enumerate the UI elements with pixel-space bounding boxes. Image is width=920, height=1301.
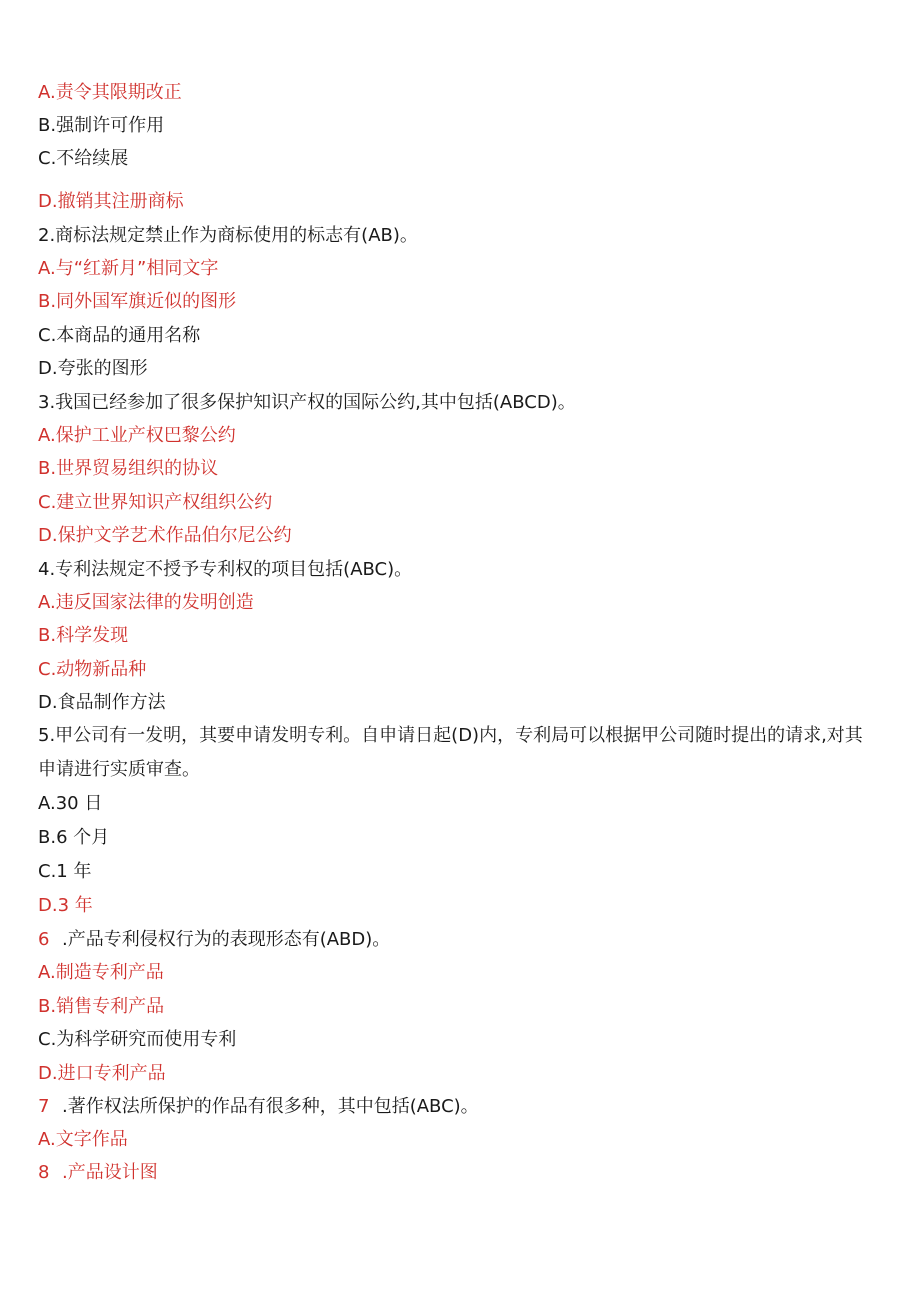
option-a-q1: A.责令其限期改正 <box>38 82 182 103</box>
option-b-q4: B.科学发现 <box>38 625 129 646</box>
option-c-q1: C.不给续展 <box>38 148 129 169</box>
option-b-q5: B.6 个月 <box>38 827 110 848</box>
question-6 <box>38 928 390 952</box>
option-a-q2: A.与“红新月”相同文字 <box>38 258 219 279</box>
question-8-number: 8 <box>38 1162 50 1183</box>
option-a-q3: A.保护工业产权巴黎公约 <box>38 425 236 446</box>
option-a-q6: A.制造专利产品 <box>38 962 164 983</box>
option-c-q2: C.本商品的通用名称 <box>38 325 201 346</box>
option-d-q5: D.3 年 <box>38 895 93 916</box>
question-8 <box>38 1161 158 1185</box>
option-c-q4: C.动物新品种 <box>38 659 147 680</box>
option-a-q7: A.文字作品 <box>38 1129 128 1150</box>
question-2: 2.商标法规定禁止作为商标使用的标志有(AB)。 <box>38 225 418 246</box>
question-6-number: 6 <box>38 929 50 950</box>
option-b-q6: B.销售专利产品 <box>38 996 165 1017</box>
question-7-text: .著作权法所保护的作品有很多种，其中包括(ABC)。 <box>62 1096 479 1117</box>
option-b-q2: B.同外国军旗近似的图形 <box>38 291 237 312</box>
option-a-q5: A.30 日 <box>38 793 103 814</box>
option-d-q6: D.进口专利产品 <box>38 1063 166 1084</box>
question-7-number: 7 <box>38 1096 50 1117</box>
option-d-q1: D.撤销其注册商标 <box>38 191 184 212</box>
option-a-q4: A.违反国家法律的发明创造 <box>38 592 254 613</box>
option-c-q6: C.为科学研究而使用专利 <box>38 1029 237 1050</box>
question-4: 4.专利法规定不授予专利权的项目包括(ABC)。 <box>38 559 413 580</box>
question-8-text: .产品设计图 <box>62 1162 158 1183</box>
option-b-q1: B.强制许可作用 <box>38 115 165 136</box>
question-3: 3.我国已经参加了很多保护知识产权的国际公约,其中包括(ABCD)。 <box>38 392 576 413</box>
question-6-text: .产品专利侵权行为的表现形态有(ABD)。 <box>62 929 391 950</box>
question-5: 5.甲公司有一发明，其要申请发明专利。自申请日起(D)内，专利局可以根据甲公司随时提出的请求,对其申请进行实质审查。 <box>38 725 863 780</box>
option-c-q3: C.建立世界知识产权组织公约 <box>38 492 273 513</box>
option-c-q5: C.1 年 <box>38 861 92 882</box>
question-7 <box>38 1095 479 1119</box>
option-d-q2: D.夸张的图形 <box>38 358 148 379</box>
option-b-q3: B.世界贸易组织的协议 <box>38 458 219 479</box>
option-d-q3: D.保护文学艺术作品伯尔尼公约 <box>38 525 292 546</box>
option-d-q4: D.食品制作方法 <box>38 692 166 713</box>
